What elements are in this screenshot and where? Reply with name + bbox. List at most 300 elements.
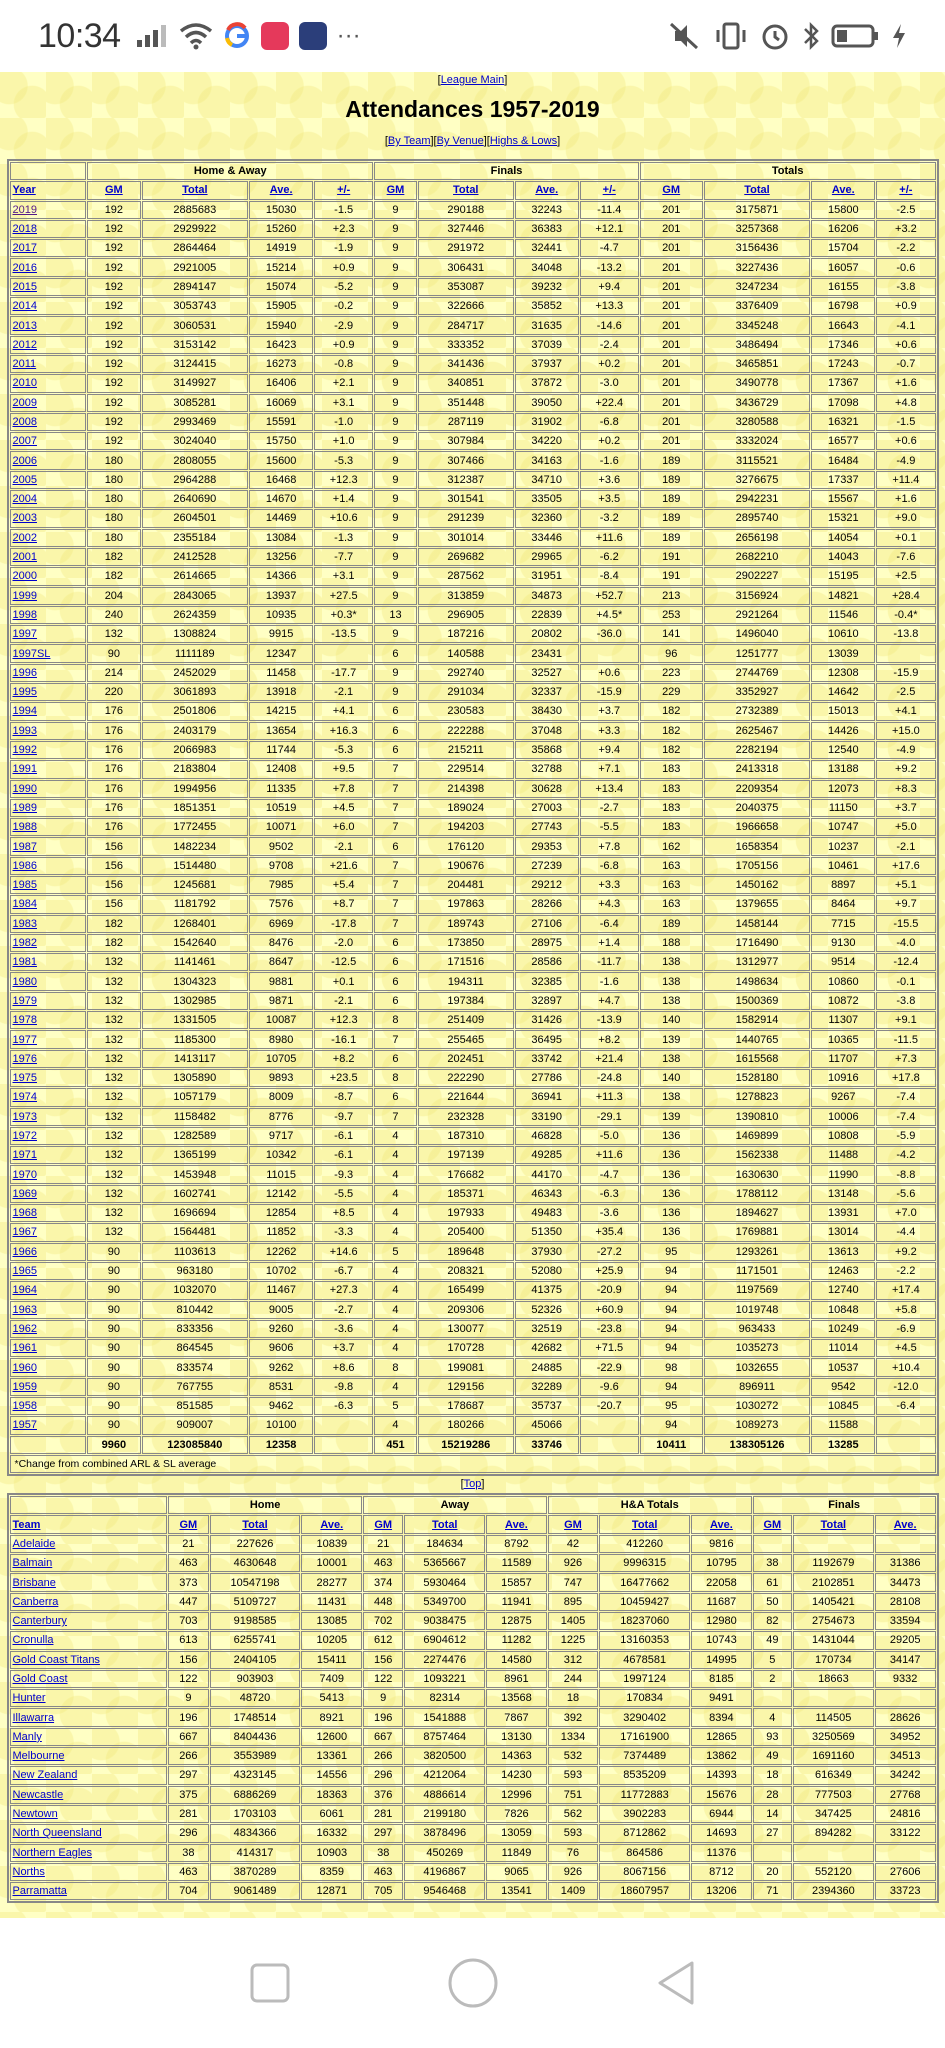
year-cell-link[interactable]: 1977 [12, 1033, 37, 1046]
year-cell-link[interactable]: 1974 [12, 1091, 37, 1104]
year-cell[interactable] [10, 1185, 87, 1203]
column-header-link[interactable]: +/- [602, 184, 616, 197]
data-cell: 37937 [515, 355, 579, 373]
column-header[interactable] [811, 181, 875, 199]
team-cell[interactable] [10, 1844, 168, 1862]
year-cell-link[interactable]: 1965 [12, 1265, 37, 1278]
team-cell-link[interactable]: Canterbury [12, 1615, 67, 1628]
data-cell: 1409 [548, 1882, 598, 1900]
column-header[interactable] [10, 1515, 168, 1533]
year-cell-link[interactable]: 2005 [12, 473, 37, 486]
year-cell[interactable] [10, 664, 87, 682]
data-cell: 13188 [811, 760, 875, 778]
team-cell[interactable] [10, 1612, 168, 1630]
year-cell-link[interactable]: 1995 [12, 686, 37, 699]
year-cell-link[interactable]: 1964 [12, 1284, 37, 1297]
year-cell[interactable] [10, 413, 87, 431]
data-cell: 552120 [793, 1863, 874, 1881]
team-cell[interactable] [10, 1882, 168, 1900]
team-cell[interactable] [10, 1651, 168, 1669]
year-cell-link[interactable]: 2018 [12, 223, 37, 236]
year-cell-link[interactable]: 1960 [12, 1361, 37, 1374]
data-cell: 176 [87, 760, 140, 778]
year-cell[interactable] [10, 1204, 87, 1222]
data-cell: 7826 [486, 1805, 547, 1823]
year-cell-link[interactable]: 2000 [12, 570, 37, 583]
team-cell-link[interactable]: Hunter [12, 1692, 46, 1705]
data-cell: 2682210 [704, 548, 811, 566]
year-cell[interactable] [10, 972, 87, 990]
column-header[interactable] [875, 1515, 936, 1533]
year-cell[interactable] [10, 1050, 87, 1068]
team-cell[interactable] [10, 1631, 168, 1649]
year-cell[interactable] [10, 239, 87, 257]
year-cell[interactable] [10, 1011, 87, 1029]
data-cell: +14.6 [314, 1243, 373, 1261]
year-cell[interactable] [10, 1397, 87, 1415]
data-cell: 34513 [875, 1747, 936, 1765]
data-cell: -3.6 [314, 1320, 373, 1338]
year-cell[interactable] [10, 529, 87, 547]
data-cell: 1312977 [704, 953, 811, 971]
year-cell[interactable] [10, 799, 87, 817]
year-cell[interactable] [10, 1301, 87, 1319]
data-cell: -22.9 [580, 1358, 639, 1376]
year-cell[interactable] [10, 953, 87, 971]
year-cell[interactable] [10, 1320, 87, 1338]
column-header[interactable] [753, 1515, 792, 1533]
home-button[interactable] [447, 1957, 499, 2009]
data-cell: 27606 [875, 1863, 936, 1881]
data-cell: 8394 [691, 1708, 752, 1726]
column-header[interactable] [515, 181, 579, 199]
data-cell: +0.9 [314, 258, 373, 276]
table-row [10, 374, 936, 392]
data-cell: 11015 [249, 1165, 313, 1183]
year-cell[interactable] [10, 857, 87, 875]
year-cell-link[interactable]: 1972 [12, 1129, 37, 1142]
year-cell[interactable] [10, 394, 87, 412]
team-cell-link[interactable]: Cronulla [12, 1634, 54, 1647]
data-cell: 176 [87, 741, 140, 759]
year-cell-link[interactable]: 1982 [12, 937, 37, 950]
data-cell: -9.7 [314, 1108, 373, 1126]
year-cell[interactable] [10, 220, 87, 238]
data-cell: +22.4 [580, 394, 639, 412]
team-cell[interactable] [10, 1766, 168, 1784]
year-cell-link[interactable]: 1986 [12, 859, 37, 872]
data-cell: -7.4 [876, 1088, 935, 1106]
column-header-link[interactable]: GM [105, 184, 123, 197]
year-cell-link[interactable]: 1980 [12, 975, 37, 988]
column-header-link[interactable]: Total [242, 1518, 268, 1531]
year-cell-link[interactable]: 1961 [12, 1342, 37, 1355]
data-cell: 3149927 [142, 374, 249, 392]
data-cell: -2.5 [876, 683, 935, 701]
data-cell: 3870289 [210, 1863, 301, 1881]
by-team-link[interactable]: By Team [387, 135, 431, 147]
year-cell[interactable] [10, 1262, 87, 1280]
team-cell[interactable] [10, 1824, 168, 1842]
year-cell[interactable] [10, 1108, 87, 1126]
data-cell: 13654 [249, 722, 313, 740]
column-header-link[interactable]: Total [432, 1518, 458, 1531]
column-header[interactable] [486, 1515, 547, 1533]
year-cell-link[interactable]: 2010 [12, 377, 37, 390]
year-cell-link[interactable]: 2012 [12, 338, 37, 351]
column-header[interactable] [314, 181, 373, 199]
data-cell: 3352927 [704, 683, 811, 701]
data-cell: 16069 [249, 394, 313, 412]
column-header-link[interactable]: GM [564, 1518, 582, 1531]
column-header[interactable] [210, 1515, 301, 1533]
team-cell-link[interactable]: Manly [12, 1730, 42, 1743]
year-cell-link[interactable]: 1983 [12, 917, 37, 930]
data-cell: 3276675 [704, 471, 811, 489]
team-cell[interactable] [10, 1593, 168, 1611]
highs-lows-link[interactable]: Highs & Lows [489, 135, 558, 147]
year-cell-link[interactable]: 1984 [12, 898, 37, 911]
year-cell[interactable] [10, 1030, 87, 1048]
year-cell-link[interactable]: 1994 [12, 705, 37, 718]
data-cell: -24.8 [580, 1069, 639, 1087]
team-cell-link[interactable]: Brisbane [12, 1576, 56, 1589]
data-cell: 15750 [249, 432, 313, 450]
year-cell[interactable] [10, 567, 87, 585]
team-cell-link[interactable]: Gold Coast Titans [12, 1653, 100, 1666]
top-link-row: [Top] [460, 1478, 485, 1491]
data-cell: 301541 [418, 490, 514, 508]
year-cell-link[interactable]: 1976 [12, 1052, 37, 1065]
column-header[interactable] [301, 1515, 362, 1533]
column-header-link[interactable]: Ave. [893, 1518, 917, 1531]
data-cell: +3.7 [314, 1339, 373, 1357]
year-cell[interactable] [10, 355, 87, 373]
column-header-link[interactable]: Ave. [269, 184, 293, 197]
year-cell[interactable] [10, 278, 87, 296]
team-cell[interactable] [10, 1689, 168, 1707]
column-header-link[interactable]: Total [820, 1518, 847, 1531]
column-header[interactable] [418, 181, 514, 199]
column-header[interactable] [249, 181, 313, 199]
year-cell[interactable] [10, 1281, 87, 1299]
data-cell: 9332 [875, 1670, 936, 1688]
year-cell-link[interactable]: 1992 [12, 744, 37, 757]
table-row [10, 1223, 936, 1241]
league-main-link[interactable]: League Main [440, 74, 505, 86]
data-cell: 221644 [418, 1088, 514, 1106]
year-cell-link[interactable]: 2007 [12, 435, 37, 448]
data-cell: 189 [640, 451, 703, 469]
year-cell[interactable] [10, 1069, 87, 1087]
year-cell-link[interactable]: 2013 [12, 319, 37, 332]
column-header-link[interactable]: Ave. [831, 184, 855, 197]
team-cell[interactable] [10, 1535, 168, 1553]
column-header-link[interactable]: Ave. [320, 1518, 344, 1531]
team-cell[interactable] [10, 1573, 168, 1591]
year-cell[interactable] [10, 374, 87, 392]
year-cell-link[interactable]: 2014 [12, 300, 37, 313]
column-header[interactable] [691, 1515, 752, 1533]
column-header[interactable] [404, 1515, 485, 1533]
year-cell[interactable] [10, 818, 87, 836]
column-header-link[interactable]: Ave. [710, 1518, 733, 1531]
year-cell[interactable] [10, 587, 87, 605]
year-cell[interactable] [10, 895, 87, 913]
data-cell: 192 [87, 239, 140, 257]
back-button[interactable] [654, 1959, 698, 2007]
table-row [10, 857, 936, 875]
data-cell: 18663 [793, 1670, 874, 1688]
team-cell[interactable] [10, 1863, 168, 1881]
column-header[interactable] [599, 1515, 690, 1533]
year-cell[interactable] [10, 548, 87, 566]
column-header[interactable] [87, 181, 140, 199]
year-cell[interactable] [10, 451, 87, 469]
year-cell[interactable] [10, 297, 87, 315]
data-cell: 3553989 [210, 1747, 301, 1765]
year-cell[interactable] [10, 644, 87, 662]
year-cell[interactable] [10, 1416, 87, 1434]
data-cell: 20802 [515, 625, 579, 643]
data-cell: 2894147 [142, 278, 249, 296]
team-cell-link[interactable]: Parramatta [12, 1885, 67, 1898]
year-cell-link[interactable]: 1968 [12, 1207, 37, 1220]
team-cell[interactable] [10, 1728, 168, 1746]
android-nav-bar [0, 1918, 945, 2048]
data-cell: 95 [640, 1243, 703, 1261]
column-header[interactable] [548, 1515, 598, 1533]
data-cell: +17.6 [876, 857, 935, 875]
google-icon [223, 22, 251, 50]
column-header-link[interactable]: GM [179, 1518, 198, 1531]
year-cell[interactable] [10, 741, 87, 759]
year-cell-link[interactable]: 2017 [12, 242, 37, 255]
team-cell[interactable] [10, 1708, 168, 1726]
team-cell-link[interactable]: Melbourne [12, 1750, 65, 1763]
team-cell-link[interactable]: North Queensland [12, 1827, 102, 1840]
by-venue-link[interactable]: By Venue [436, 135, 484, 147]
data-cell: 11458 [249, 664, 313, 682]
data-cell: 3820500 [404, 1747, 485, 1765]
column-header-link[interactable]: Ave. [505, 1518, 528, 1531]
year-cell-link[interactable]: 1999 [12, 589, 37, 602]
year-cell[interactable] [10, 915, 87, 933]
team-cell[interactable] [10, 1554, 168, 1572]
team-cell-link[interactable]: Newtown [12, 1808, 58, 1821]
column-header[interactable] [876, 181, 935, 199]
data-cell: 12875 [486, 1612, 547, 1630]
year-cell[interactable] [10, 1223, 87, 1241]
year-cell-link[interactable]: 2009 [12, 396, 37, 409]
year-cell[interactable] [10, 934, 87, 952]
year-cell[interactable] [10, 992, 87, 1010]
year-cell-link[interactable]: 1996 [12, 666, 37, 679]
column-header[interactable] [580, 181, 639, 199]
year-cell[interactable] [10, 1127, 87, 1145]
year-cell-link[interactable]: 1970 [12, 1168, 37, 1181]
column-header[interactable] [168, 1515, 208, 1533]
year-cell[interactable] [10, 702, 87, 720]
year-cell[interactable] [10, 509, 87, 527]
data-cell: 12463 [811, 1262, 875, 1280]
year-cell-link[interactable]: 1979 [12, 994, 37, 1007]
year-cell[interactable] [10, 1146, 87, 1164]
year-cell-link[interactable]: 1969 [12, 1187, 37, 1200]
data-cell: +9.1 [876, 1011, 935, 1029]
top-link[interactable]: Top [463, 1478, 482, 1491]
data-cell: 307466 [418, 451, 514, 469]
year-cell-link[interactable]: 1975 [12, 1072, 37, 1085]
year-cell-link[interactable]: 1958 [12, 1400, 37, 1413]
data-cell: 3490778 [704, 374, 811, 392]
column-header-link[interactable]: GM [763, 1518, 782, 1531]
year-cell[interactable] [10, 683, 87, 701]
year-cell[interactable] [10, 606, 87, 624]
year-cell-link[interactable]: 1963 [12, 1303, 37, 1316]
year-cell-link[interactable]: 2003 [12, 512, 37, 525]
year-cell-link[interactable]: 2006 [12, 454, 37, 467]
column-header-link[interactable]: Team [12, 1518, 41, 1531]
team-cell-link[interactable]: Norths [12, 1865, 45, 1878]
year-cell-link[interactable]: 2002 [12, 531, 37, 544]
year-cell-link[interactable]: 1988 [12, 821, 37, 834]
year-cell-link[interactable]: 1989 [12, 801, 37, 814]
column-header-link[interactable]: Ave. [535, 184, 559, 197]
recent-apps-button[interactable] [248, 1961, 292, 2005]
team-cell[interactable] [10, 1747, 168, 1765]
year-cell-link[interactable]: 1987 [12, 840, 37, 853]
year-cell-link[interactable]: 1985 [12, 879, 37, 892]
year-cell[interactable] [10, 471, 87, 489]
data-cell: +4.8 [876, 394, 935, 412]
year-cell[interactable] [10, 1378, 87, 1396]
year-cell-link[interactable]: 1981 [12, 956, 37, 969]
year-cell[interactable] [10, 625, 87, 643]
column-header-link[interactable]: Total [453, 184, 479, 197]
team-cell-link[interactable]: Newcastle [12, 1788, 64, 1801]
team-cell[interactable] [10, 1786, 168, 1804]
table-row [10, 451, 936, 469]
year-cell[interactable] [10, 316, 87, 334]
data-cell: 2921005 [142, 258, 249, 276]
column-header-link[interactable]: GM [386, 184, 405, 197]
team-cell-link[interactable]: Balmain [12, 1557, 53, 1570]
column-header-link[interactable]: Total [744, 184, 770, 197]
year-cell-link[interactable]: 2004 [12, 493, 37, 506]
year-cell[interactable] [10, 1358, 87, 1376]
year-cell[interactable] [10, 722, 87, 740]
year-cell[interactable] [10, 336, 87, 354]
column-header[interactable] [10, 181, 87, 199]
year-cell[interactable] [10, 760, 87, 778]
column-header[interactable] [704, 181, 811, 199]
year-cell-link[interactable]: 2019 [12, 203, 37, 216]
year-cell-link[interactable]: 2001 [12, 551, 37, 564]
data-cell: 12865 [691, 1728, 752, 1746]
data-cell: 32360 [515, 509, 579, 527]
column-header[interactable] [142, 181, 249, 199]
column-header[interactable] [793, 1515, 874, 1533]
column-header-link[interactable]: Total [182, 184, 208, 197]
team-cell-link[interactable]: Northern Eagles [12, 1846, 92, 1859]
year-cell-link[interactable]: 1966 [12, 1245, 37, 1258]
data-cell: -3.2 [580, 509, 639, 527]
column-header[interactable] [363, 1515, 403, 1533]
year-cell[interactable] [10, 1243, 87, 1261]
year-cell[interactable] [10, 1339, 87, 1357]
data-cell: 199081 [418, 1358, 514, 1376]
year-cell-link[interactable]: 1993 [12, 724, 37, 737]
year-cell-link[interactable]: 1997SL [12, 647, 51, 660]
data-cell: 6 [374, 934, 417, 952]
data-cell: 2282194 [704, 741, 811, 759]
data-cell: 11941 [486, 1593, 547, 1611]
data-cell: 1615568 [704, 1050, 811, 1068]
year-cell[interactable] [10, 837, 87, 855]
year-cell-link[interactable]: 2011 [12, 358, 37, 371]
year-cell[interactable] [10, 1165, 87, 1183]
year-cell-link[interactable]: 1991 [12, 763, 37, 776]
year-cell[interactable] [10, 258, 87, 276]
year-cell[interactable] [10, 876, 87, 894]
column-header-link[interactable]: Total [631, 1518, 658, 1531]
column-header-link[interactable]: +/- [337, 184, 351, 197]
year-cell-link[interactable]: 1962 [12, 1322, 37, 1335]
column-header-link[interactable]: GM [662, 184, 681, 197]
table-row [10, 490, 936, 508]
year-cell-link[interactable]: 1998 [12, 608, 37, 621]
year-cell-link[interactable]: 1971 [12, 1149, 37, 1162]
team-cell-link[interactable]: Adelaide [12, 1537, 56, 1550]
year-cell-link[interactable]: 2015 [12, 280, 37, 293]
year-cell-link[interactable]: 1957 [12, 1419, 37, 1432]
year-cell[interactable] [10, 201, 87, 219]
year-cell-link[interactable]: 2016 [12, 261, 37, 274]
year-cell-link[interactable]: 2008 [12, 416, 37, 428]
column-header[interactable] [640, 181, 703, 199]
year-cell-link[interactable]: 1973 [12, 1110, 37, 1123]
year-cell[interactable] [10, 432, 87, 450]
data-cell: 6904612 [404, 1631, 485, 1649]
team-cell[interactable] [10, 1670, 168, 1688]
data-cell: 183 [640, 799, 703, 817]
year-cell[interactable] [10, 490, 87, 508]
data-cell: 132 [87, 1127, 140, 1145]
data-cell: 34048 [515, 258, 579, 276]
column-header[interactable] [374, 181, 417, 199]
year-cell[interactable] [10, 780, 87, 798]
column-header-link[interactable]: +/- [899, 184, 913, 197]
year-cell-link[interactable]: 1978 [12, 1014, 37, 1027]
team-cell-link[interactable]: Canberra [12, 1595, 59, 1608]
team-cell-link[interactable]: Illawarra [12, 1711, 55, 1724]
year-cell-link[interactable]: 1967 [12, 1226, 37, 1239]
team-cell[interactable] [10, 1805, 168, 1823]
team-cell-link[interactable]: Gold Coast [12, 1673, 68, 1685]
year-cell[interactable] [10, 1088, 87, 1106]
column-header-link[interactable]: Year [12, 184, 36, 197]
data-cell: 184634 [404, 1535, 485, 1553]
year-cell-link[interactable]: 1990 [12, 782, 37, 795]
column-header-link[interactable]: GM [374, 1518, 393, 1531]
team-cell-link[interactable]: New Zealand [12, 1769, 78, 1782]
year-cell-link[interactable]: 1997 [12, 628, 37, 641]
group-header: Finals [374, 162, 639, 180]
data-cell: 2656198 [704, 529, 811, 547]
data-cell: 7374489 [599, 1747, 690, 1765]
year-cell-link[interactable]: 1959 [12, 1380, 37, 1393]
